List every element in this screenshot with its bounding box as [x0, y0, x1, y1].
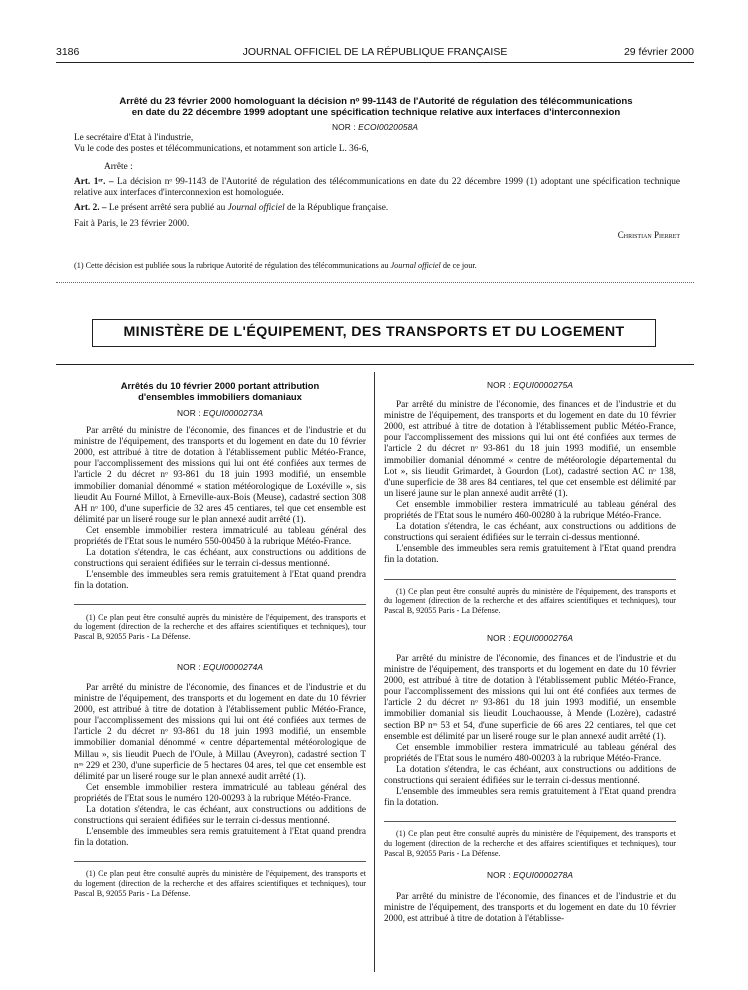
- ministry-heading: MINISTÈRE DE L'ÉQUIPEMENT, DES TRANSPORTS ET DU LOGEMENT: [92, 319, 656, 347]
- arrete-title-line1: Arrêté du 23 février 2000 homologuant la décision nᵒ 99-1143 de l'Autorité de régulation des télécommunications: [119, 96, 633, 107]
- article-1-text: La décision nᵒ 99-1143 de l'Autorité de régulation des télécommunications en date du 22 décembre 1999 (1) adoptant une spécification technique relative aux interfaces d'interconnexion est homologuée.: [74, 176, 680, 199]
- page-header: [56, 46, 694, 60]
- signature: [74, 230, 680, 242]
- article-2-label: Art. 2. –: [74, 203, 107, 214]
- nor-code: EQUI0000278A: [513, 869, 574, 880]
- nor-prefix: NOR :: [176, 661, 204, 672]
- nor-prefix: NOR :: [486, 632, 514, 643]
- arrete-275-p2: Cet ensemble immobilier restera immatriculé au tableau général des propriétés de l'Etat sous le numéro 460-00280 à la rubrique Météo-France.: [384, 499, 676, 522]
- article-2-text-a: Le présent arrêté sera publié au: [106, 203, 228, 214]
- arrete-276-p2: Cet ensemble immobilier restera immatriculé au tableau général des propriétés de l'Etat sous le numéro 480-00203 à la rubrique Météo-France.: [384, 742, 676, 764]
- article-2: [74, 203, 680, 214]
- nor-reference-275: [384, 380, 676, 391]
- footnote-text-b: de ce jour.: [440, 261, 477, 270]
- nor-code: EQUI0000275A: [513, 380, 574, 390]
- arretes-title-line1: Arrêtés du 10 février 2000 portant attribution: [120, 380, 320, 391]
- fait-a-paris: Fait à Paris, le 23 février 2000.: [74, 218, 190, 229]
- arretes-title-line2: d'ensembles immobiliers domaniaux: [138, 391, 302, 402]
- arrete-273-p4: L'ensemble des immeubles sera remis gratuitement à l'Etat quand prendra fin la dotation.: [74, 570, 366, 592]
- arrete-273-p3: La dotation s'étendra, le cas échéant, aux constructions ou additions de constructions qui seraient édifiées sur le terrain ci-dessus mentionné.: [74, 548, 366, 570]
- nor-prefix: NOR :: [176, 408, 204, 418]
- footnote-rule: [384, 821, 676, 822]
- signature-name: Christian Pierret: [617, 230, 680, 241]
- nor-prefix: NOR :: [486, 869, 514, 880]
- arrete-276-footnote: (1) Ce plan peut être consulté auprès du ministère de l'équipement, des transports et du logement (direction de la recherche et des affaires scientifiques et techniques), tour Pascal B, 92055 Paris - La Défense.: [384, 829, 676, 858]
- section-divider: [56, 282, 694, 283]
- article-2-text-italic: Journal officiel: [227, 203, 285, 214]
- arrete-footnote: [74, 261, 680, 271]
- journal-title: JOURNAL OFFICIEL DE LA RÉPUBLIQUE FRANÇAISE: [242, 46, 508, 58]
- arrete-title: [74, 96, 678, 118]
- nor-prefix: NOR :: [331, 122, 359, 132]
- left-column: [74, 380, 366, 899]
- arrete-275-p3: La dotation s'étendra, le cas échéant, aux constructions ou additions de constructions qui seraient édifiées sur le terrain ci-dessus mentionné.: [384, 522, 676, 544]
- issue-date: 29 février 2000: [623, 46, 694, 58]
- article-1-label: Art. 1ᵉʳ. –: [74, 176, 114, 187]
- arrete-273-p1: Par arrêté du ministre de l'économie, des finances et de l'industrie et du ministre de l'équipement, des transports et du logement en date du 10 février 2000, est attribué à titre de dotation à l'établissement public Météo-France, pour l'accomplissement des missions qui lui ont été confiées aux termes de l'article 2 du décret nᵒ 93-861 du 18 juin 1993 modifié, un ensemble immobilier domanial dénommé « station météorologique de Loxéville », sis lieudit Au Fourné Millot, à Erneville-aux-Bois (Meuse), cadastré section 308 AH nᵒ 100, d'une superficie de 32 ares 45 centiares, tel que cet ensemble est délimité par un liseré rouge sur le plan annexé audit arrêté (1).: [74, 426, 366, 525]
- ministry-rule: [56, 364, 694, 365]
- arrete-273-footnote: (1) Ce plan peut être consulté auprès du ministère de l'équipement, des transports et du logement (direction de la recherche et des affaires scientifiques et techniques), tour Pascal B, 92055 Paris - La Défense.: [74, 612, 366, 642]
- nor-reference: [56, 122, 694, 132]
- nor-reference-273: [74, 408, 366, 419]
- column-divider: [374, 372, 375, 972]
- footnote-text-a: (1) Cette décision est publiée sous la rubrique Autorité de régulation des télécommunications au: [74, 261, 391, 270]
- header-rule: [56, 62, 694, 63]
- footnote-rule: [74, 604, 366, 605]
- nor-code: EQUI0000274A: [203, 661, 264, 672]
- arrete-274-p4: L'ensemble des immeubles sera remis gratuitement à l'Etat quand prendra fin la dotation.: [74, 827, 366, 849]
- arrete-276-p1: Par arrêté du ministre de l'économie, des finances et de l'industrie et du ministre de l'équipement, des transports et du logement en date du 10 février 2000, est attribué à titre de dotation à l'établissement public Météo-France, pour l'accomplissement des missions qui lui ont été confiées aux termes de l'article 2 du décret nᵒ 93-861 du 18 juin 1993 modifié, un ensemble immobilier domanial sis lieudit Louchaousse, à Mende (Lozère), cadastré section BP nᵒˢ 53 et 54, d'une superficie de 66 ares 22 centiares, tel que cet ensemble est délimité par un liseré rouge sur le plan annexé audit arrêté (1).: [384, 653, 676, 742]
- footnote-text-italic: Journal officiel: [390, 261, 441, 270]
- arrete-278-p1: Par arrêté du ministre de l'économie, des finances et de l'industrie et du ministre de l'équipement, des transports et du logement en date du 10 février 2000, est attribué à titre de dotation à l'établisse-: [384, 891, 676, 924]
- nor-code: ECOI0020058A: [358, 122, 419, 132]
- arrete-275-p4: L'ensemble des immeubles sera remis gratuitement à l'Etat quand prendra fin la dotation.: [384, 544, 676, 566]
- article-2-text-b: de la République française.: [284, 203, 389, 214]
- footnote-rule: [74, 861, 366, 862]
- nor-reference-276: [384, 633, 676, 644]
- nor-prefix: NOR :: [486, 380, 514, 390]
- footnote-rule: [384, 579, 676, 580]
- arrete-body: [74, 133, 680, 242]
- arrete-276-p4: L'ensemble des immeubles sera remis gratuitement à l'Etat quand prendra fin la dotation.: [384, 787, 676, 809]
- page-number: 3186: [56, 46, 80, 58]
- arrete-intro: Le secrétaire d'Etat à l'industrie,: [74, 133, 194, 143]
- arrete-title-line2: en date du 22 décembre 1999 adoptant une spécification technique relative aux interfaces d'interconnexion: [131, 107, 621, 118]
- arrete-274-p1: Par arrêté du ministre de l'économie, des finances et de l'industrie et du ministre de l'équipement, des transports et du logement en date du 10 février 2000, est attribué à titre de dotation à l'établissement public Météo-France, pour l'accomplissement des missions qui lui ont été confiées aux termes de l'article 2 du décret nᵒ 93-861 du 18 juin 1993 modifié, un ensemble immobilier domanial dénommé « centre départemental météorologique de Millau », sis lieudit Puech de l'Oule, à Millau (Aveyron), cadastré section T nᵒˢ 229 et 230, d'une superficie de 5 hectares 04 ares, tel que cet ensemble est délimité par un liseré rouge sur le plan annexé audit arrêté (1).: [74, 682, 366, 782]
- nor-reference-274: [74, 662, 366, 673]
- arrete-274-p3: La dotation s'étendra, le cas échéant, aux constructions ou additions de constructions qui seraient édifiées sur le terrain ci-dessus mentionné.: [74, 805, 366, 827]
- arrete-vu: Vu le code des postes et télécommunications, et notamment son article L. 36-6,: [74, 144, 369, 155]
- article-1: [74, 177, 680, 200]
- arrete-275-p1: Par arrêté du ministre de l'économie, des finances et de l'industrie et du ministre de l'équipement, des transports et du logement en date du 10 février 2000, est attribué à titre de dotation à l'établissement public Météo-France, pour l'accomplissement des missions qui lui ont été confiées aux termes de l'article 2 du décret nᵒ 93-861 du 18 juin 1993 modifié, un ensemble immobilier domanial dénommé « centre de météorologie départemental du Lot », sis lieudit Grimardet, à Gourdon (Lot), cadastré section AC nᵒ 138, d'une superficie de 38 ares 84 centiares, tel que cet ensemble est délimité par un liseré jaune sur le plan annexé audit arrêté (1).: [384, 400, 676, 499]
- nor-code: EQUI0000273A: [203, 408, 264, 418]
- arrete-273-p2: Cet ensemble immobilier restera immatriculé au tableau général des propriétés de l'Etat sous le numéro 550-00450 à la rubrique Météo-France.: [74, 525, 366, 548]
- nor-reference-278: [384, 870, 676, 881]
- right-column: [384, 380, 676, 925]
- nor-code: EQUI0000276A: [513, 632, 574, 643]
- arrete-275-footnote: (1) Ce plan peut être consulté auprès du ministère de l'équipement, des transports et du logement (direction de la recherche et des affaires scientifiques et techniques), tour Pascal B, 92055 Paris - La Défense.: [384, 586, 676, 616]
- arrete-274-footnote: (1) Ce plan peut être consulté auprès du ministère de l'équipement, des transports et du logement (direction de la recherche et des affaires scientifiques et techniques), tour Pascal B, 92055 Paris - La Défense.: [74, 869, 366, 898]
- arrete-label: Arrête :: [104, 161, 133, 172]
- arrete-276-p3: La dotation s'étendra, le cas échéant, aux constructions ou additions de constructions qui seraient édifiées sur le terrain ci-dessus mentionné.: [384, 764, 676, 787]
- arrete-274-p2: Cet ensemble immobilier restera immatriculé au tableau général des propriétés de l'Etat sous le numéro 120-00293 à la rubrique Météo-France.: [74, 782, 366, 804]
